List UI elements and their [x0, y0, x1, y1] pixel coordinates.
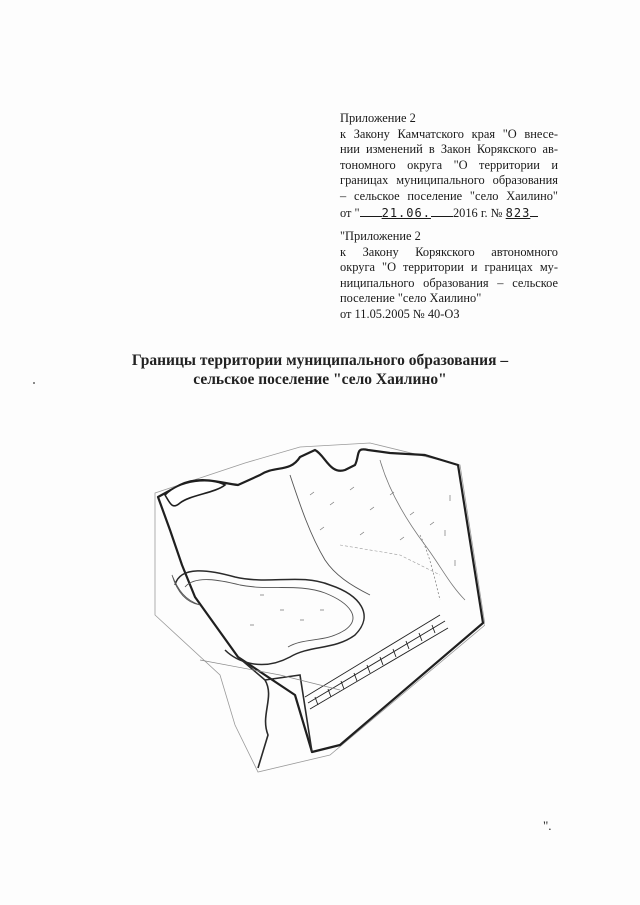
- handwritten-date: 21.06.: [381, 205, 431, 220]
- appendix-line: округа "О территории и границах му-: [340, 260, 558, 275]
- appendix-line: границах муниципального образования: [340, 173, 558, 188]
- stream: [290, 475, 370, 595]
- title-line-1: Границы территории муниципального образования –: [131, 352, 509, 369]
- appendix-line: к Закону Корякского автономного: [340, 244, 558, 259]
- date-prefix: от ": [340, 205, 360, 220]
- territory-boundary-map: [140, 435, 485, 775]
- appendix-line: от 11.05.2005 № 40-ОЗ: [340, 306, 460, 321]
- appendix-line: к Закону Камчатского края "О внесе-: [340, 126, 558, 141]
- appendix-line: тономного округа "О территории и: [340, 157, 558, 172]
- boundary-line: [158, 449, 483, 752]
- river-loop: [165, 481, 225, 506]
- law-date-line: [340, 205, 558, 222]
- settlement-area: [305, 615, 448, 709]
- blank-underline: [431, 205, 453, 217]
- appendix-amendment-header: [340, 111, 558, 221]
- blank-underline: [530, 205, 538, 217]
- river-meander-inner: [185, 580, 353, 647]
- scan-speck: [33, 382, 35, 384]
- appendix-line: "Приложение 2: [340, 229, 421, 243]
- appendix-line: Приложение 2: [340, 111, 416, 125]
- appendix-line: нии изменений в Закон Корякского ав-: [340, 142, 558, 157]
- appendix-line: поселение "село Хаилино": [340, 291, 482, 306]
- terrain-symbols: [250, 487, 455, 625]
- closing-quote: ".: [543, 818, 552, 833]
- appendix-line: ниципального образования – сельское: [340, 275, 558, 290]
- sandbar: [172, 575, 200, 605]
- appendix-original-header: [340, 229, 558, 323]
- handwritten-number: 823: [505, 205, 531, 220]
- appendix-line: – сельское поселение "село Хаилино": [340, 188, 558, 203]
- document-title: [100, 351, 540, 389]
- stream: [380, 460, 465, 600]
- road: [340, 545, 440, 575]
- river-meander: [175, 571, 364, 665]
- blank-underline: [360, 205, 382, 217]
- date-mid: 2016 г. №: [452, 205, 503, 220]
- stream: [420, 535, 440, 600]
- title-line-2: сельское поселение "село Хаилино": [193, 371, 447, 388]
